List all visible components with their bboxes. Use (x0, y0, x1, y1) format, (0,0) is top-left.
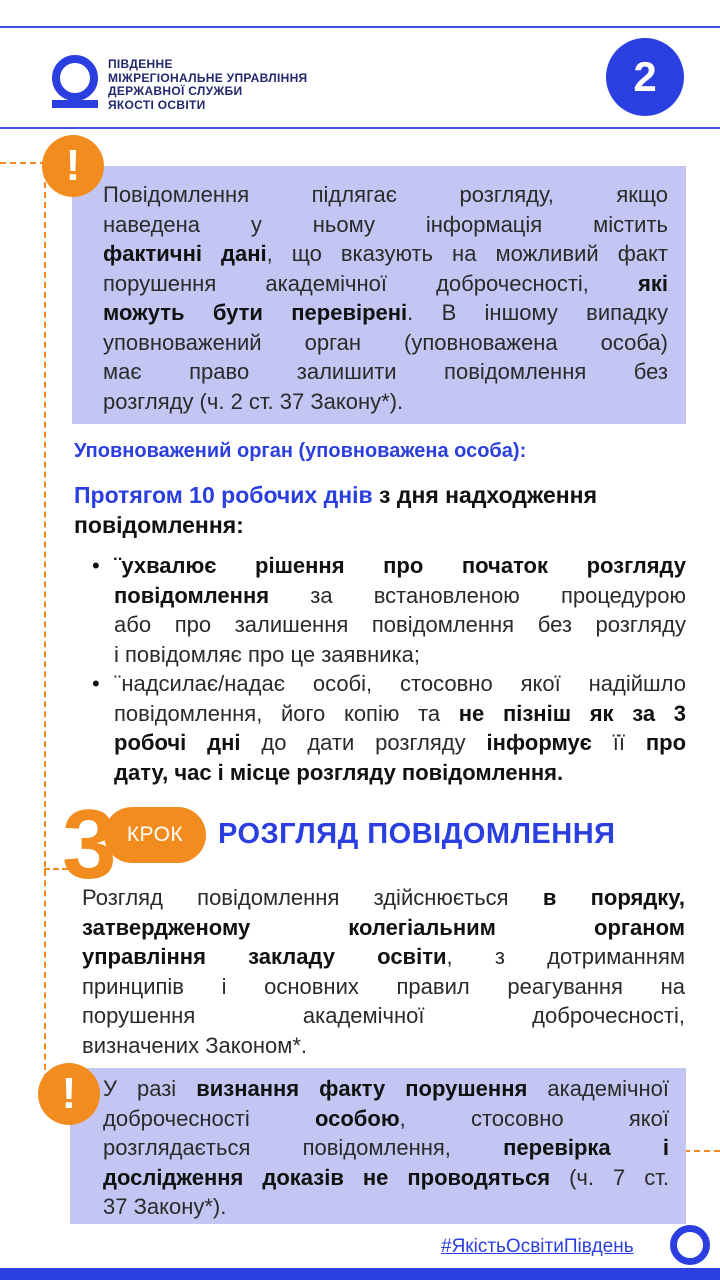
text: розгляду (ч. 2 ст. 37 Закону*). (103, 388, 404, 414)
bold-text: управління закладу освіти (82, 944, 447, 969)
note-text (103, 180, 668, 416)
text: за встановленою процедурою (269, 582, 686, 608)
organization-name (108, 58, 307, 112)
footer-bar (0, 1268, 720, 1280)
text-line (82, 913, 685, 943)
text: . В іншому випадку (407, 300, 668, 325)
text: до дати розгляду (240, 730, 487, 755)
text: ¨надсилає/надає особі, стосовно якої надійшло (114, 671, 686, 696)
text: Повідомлення підлягає розгляду, якщо (103, 182, 668, 207)
hashtag-link[interactable]: #ЯкістьОсвітиПівдень (441, 1236, 634, 1257)
bold-text: дату, час і місце розгляду повідомлення. (114, 759, 564, 785)
header-top-rule (0, 26, 720, 28)
step-number: 3 (62, 789, 117, 899)
text: має право залишити повідомлення без (103, 359, 668, 384)
text: принципів і основних правил реагування на (82, 973, 685, 999)
deadline-statement (74, 480, 704, 540)
text: визначених Законом*. (82, 1032, 308, 1058)
text-line (114, 699, 686, 729)
text: уповноважений орган (уповноважена особа) (103, 329, 668, 355)
text-line (103, 269, 668, 299)
bold-text: які (638, 270, 668, 296)
bold-text: фактичні дані (103, 241, 267, 266)
action-list (88, 551, 686, 787)
org-line: ПІВДЕННЕ (108, 57, 173, 71)
bold-text: визнання факту порушення (196, 1076, 528, 1101)
text: , з дотриманням (446, 944, 685, 969)
bold-text: про (645, 730, 687, 755)
text-line (103, 1163, 669, 1193)
text: Розгляд повідомлення здійснюється (82, 885, 543, 910)
text-line (103, 1104, 669, 1134)
text-line (103, 180, 668, 210)
exclamation-icon: ! (42, 135, 104, 197)
header-bottom-rule (0, 127, 720, 129)
text: академічної (527, 1076, 669, 1101)
bold-text: можуть бути перевірені (103, 300, 408, 325)
bold-text: повідомлення (114, 582, 270, 608)
org-line: ЯКОСТІ ОСВІТИ (108, 97, 206, 112)
exclamation-icon: ! (38, 1063, 100, 1125)
text-line (82, 1001, 685, 1031)
text: наведена у ньому інформація містить (103, 211, 668, 237)
text: , стосовно якої (399, 1105, 669, 1131)
text-line (103, 1192, 669, 1222)
bold-text: не пізніш як за 3 (458, 700, 686, 726)
bold-text: перевірка і (503, 1135, 669, 1160)
step-label: КРОК (104, 807, 206, 863)
connector-line (44, 870, 46, 1080)
bold-text: ¨ухвалює рішення про початок розгляду (114, 553, 686, 578)
org-line: МІЖРЕГІОНАЛЬНЕ УПРАВЛІННЯ (108, 70, 308, 85)
text: (ч. 7 ст. (550, 1164, 669, 1190)
section-heading: Уповноважений орган (уповноважена особа): (74, 440, 527, 462)
bold-text: дослідження доказів не проводяться (103, 1164, 551, 1190)
text-line (114, 581, 686, 611)
connector-line (684, 1150, 720, 1152)
deadline-rest: з дня надходження повідомлення: (74, 482, 597, 538)
text-line (103, 387, 668, 417)
text: повідомлення, його копію та (114, 700, 459, 726)
text-line (103, 239, 668, 269)
text-line (82, 972, 685, 1002)
page-number-badge: 2 (606, 38, 684, 116)
text-line (114, 610, 686, 640)
list-item (88, 669, 686, 787)
text-line (103, 1133, 669, 1163)
text: або про залишення повідомлення без розгляду (114, 612, 686, 637)
text-line (82, 883, 685, 913)
text: 37 Закону*). (103, 1194, 227, 1219)
deadline-highlight: Протягом 10 робочих днів (74, 482, 373, 508)
text-line (103, 357, 668, 387)
logo-ring-icon (52, 55, 98, 101)
text: , що вказують на можливий факт (266, 241, 668, 266)
org-line: ДЕРЖАВНОЇ СЛУЖБИ (108, 84, 243, 98)
text-line (114, 728, 686, 758)
bold-text: затвердженому колегіальним органом (82, 914, 685, 940)
text-line (114, 758, 686, 788)
text-line (82, 1031, 685, 1061)
logo-ring-icon (670, 1225, 710, 1265)
step-title: РОЗГЛЯД ПОВІДОМЛЕННЯ (218, 818, 616, 850)
text-line (114, 551, 686, 581)
text-line (103, 1074, 669, 1104)
text: розглядається повідомлення, (103, 1135, 504, 1160)
connector-line (0, 162, 46, 164)
text: порушення академічної доброчесності, (82, 1003, 685, 1028)
logo-bar-icon (52, 100, 98, 108)
text-line (103, 328, 668, 358)
bold-text: робочі дні (114, 730, 241, 755)
text-line (82, 942, 685, 972)
text-line (103, 298, 668, 328)
connector-line (44, 162, 46, 867)
text: У разі (103, 1076, 197, 1101)
text-line (103, 210, 668, 240)
text: і повідомляє про це заявника; (114, 641, 421, 667)
bold-text: інформує (486, 730, 592, 755)
list-item (88, 551, 686, 669)
text-line (114, 669, 686, 699)
bold-text: в порядку, (542, 885, 685, 910)
text: порушення академічної доброчесності, (103, 270, 639, 296)
text: доброчесності (103, 1105, 315, 1131)
consideration-text (82, 883, 685, 1060)
text-line (114, 640, 686, 670)
text: її (591, 730, 646, 755)
bold-text: особою (314, 1105, 400, 1131)
note-text (103, 1074, 669, 1222)
